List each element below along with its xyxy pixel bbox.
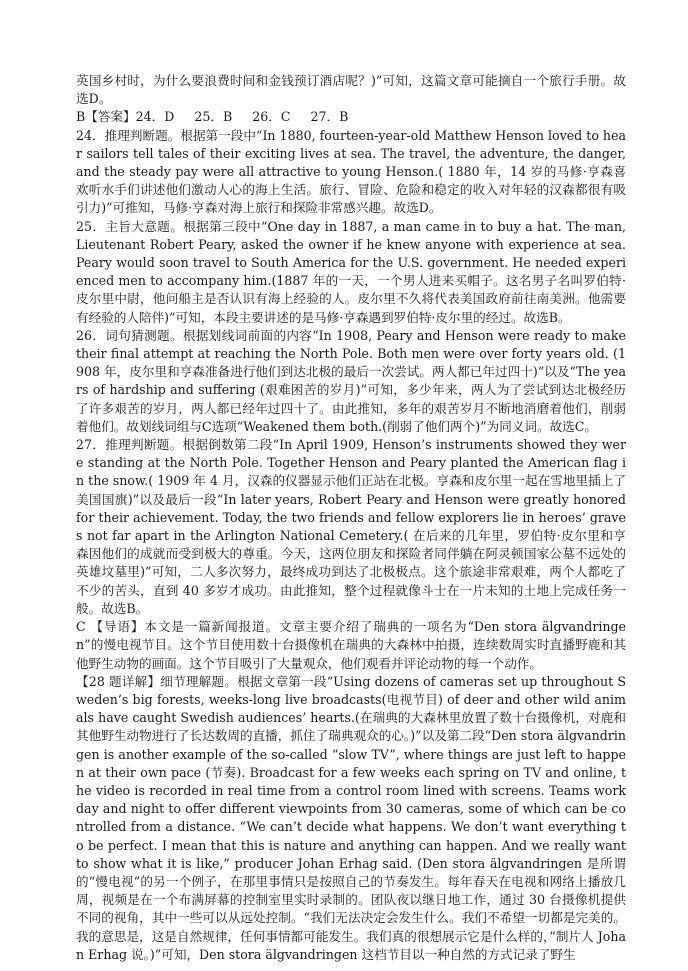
paragraph-question-25: 25．主旨大意题。根据第三段中“One day in 1887, a man came in to buy a hat. The man, Lieutenant Robert Peary, asked the owner if he knew anyone with experience at sea. Peary would soon travel to South America for the U.S. government. He needed experienced men to accompany him.(1887 年的一天，一个男人进来买帽子。这名男子名叫罗伯特·皮尔里中尉，他问船主是否认识有海上经验的人。皮尔里不久将代表美国政府前往南美洲。他需要有经验的人陪伴)”可知，本段主要讲述的是马修·亨森遇到罗伯特·皮尔里的经过。故选B。 [76, 218, 626, 325]
paragraph-question-27: 27．推理判断题。根据倒数第二段“In April 1909, Henson’s instruments showed they were standing at the North Pole. Together Henson and Peary planted the American flag in the snow.( 1909 年 4 月，汉森的仪器显示他们正站在北极。亨森和皮尔里一起在雪地里插上了美国国旗)”以及最后一段“In later years, Robert Peary and Henson were greatly honored for their achievement. Today, the two friends and fellow explorers lie in heroes’ graves not far apart in the Arlington National Cemetery.( 在后来的几年里，罗伯特·皮尔里和亨森因他们的成就而受到极大的尊重。今天，这两位朋友和探险者同伴躺在阿灵顿国家公墓不远处的英雄坟墓里)”可知，二人多次努力，最终成功到达了北极极点。这个旅途非常艰难，两个人都吃了不少的苦头，直到 40 多岁才成功。由此推知，整个过程就像斗士在一片未知的土地上完成任务一般。故选B。 [76, 437, 626, 616]
paragraph-question-28: 【28 题详解】细节理解题。根据文章第一段“Using dozens of cameras set up throughout Sweden’s big forests, weeks-long live broadcasts(电视节目) of deer and other wild animals have caught Swedish audiences’ hearts.(在瑞典的大森林里放置了数十台摄像机，对鹿和其他野生动物进行了长达数周的直播，抓住了瑞典观众的心。)”以及第二段“Den stora älgvandringen is another example of the so-called “slow TV”, where things are just left to happen at their own pace (节奏). Broadcast for a few weeks each spring on TV and online, the video is recorded in real time from a control room lined with screens. Teams work day and night to offer different viewpoints from 30 cameras, some of which can be controlled from a distance. “We can’t decide what happens. We don’t want everything to be perfect. I mean that this is nature and anything can happen. And we really want to show what it is like,” producer Johan Erhag said. (Den stora älgvandringen 是所谓的“慢电视”的另一个例子，在那里事情只是按照自己的节奏发生。每年春天在电视和网络上播放几周，视频是在一个布满屏幕的控制室里实时录制的。团队夜以继日地工作，通过 30 台摄像机提供不同的视角，其中一些可以从远处控制。“我们无法决定会发生什么。我们不希望一切都是完美的。我的意思是，这是自然规律，任何事情都可能发生。我们真的很想展示它是什么样的，”制片人 Johan Erhag 说。)”可知，Den stora älgvandringen 这档节目以一种自然的方式记录了野生 [76, 673, 626, 962]
paragraph-question-26: 26．词句猜测题。根据划线词前面的内容“In 1908, Peary and Henson were ready to make their final attempt at reaching the North Pole. Both men were over forty years old. (1908 年，皮尔里和亨森准备进行他们到达北极的最后一次尝试。两人都已年过四十)”以及“The years of hardship and suffering (艰难困苦的岁月)”可知，多少年来，两人为了尝试到达北极经历了许多艰苦的岁月，两人都已经年过四十了。由此推知，多年的艰苦岁月不断地消磨着他们，削弱着他们。故划线词组与C选项“Weakened them both.(削弱了他们两个)”为同义词。故选C。 [76, 327, 626, 434]
paragraph-prev-answer-explanation: 英国乡村时，为什么要浪费时间和金钱预订酒店呢？)”可知，这篇文章可能摘自一个旅行手册。故选D。 [76, 73, 626, 107]
answer-key-line: B【答案】24．D 25．B 26．C 27．B [76, 109, 349, 125]
paragraph-passage-c-intro: C 【导语】本文是一篇新闻报道。文章主要介绍了瑞典的一项名为“Den stora älgvandringen”的慢电视节目。这个节目使用数十台摄像机在瑞典的大森林中拍摄，连续数周实时直播野鹿和其他野生动物的画面。这个节目吸引了大量观众，他们观看并评论动物的每一个动作。 [76, 619, 626, 671]
paragraph-question-24: 24．推理判断题。根据第一段中“In 1880, fourteen-year-old Matthew Henson loved to hear sailors tell tales of their exciting lives at sea. The travel, the adventure, the danger, and the steady pay were all attractive to young Henson.( 1880 年，14 岁的马修·亨森喜欢听水手们讲述他们激动人心的海上生活。旅行、冒险、危险和稳定的收入对年轻的汉森都很有吸引力)”可推知，马修·亨森对海上旅行和探险非常感兴趣。故选D。 [76, 127, 626, 216]
